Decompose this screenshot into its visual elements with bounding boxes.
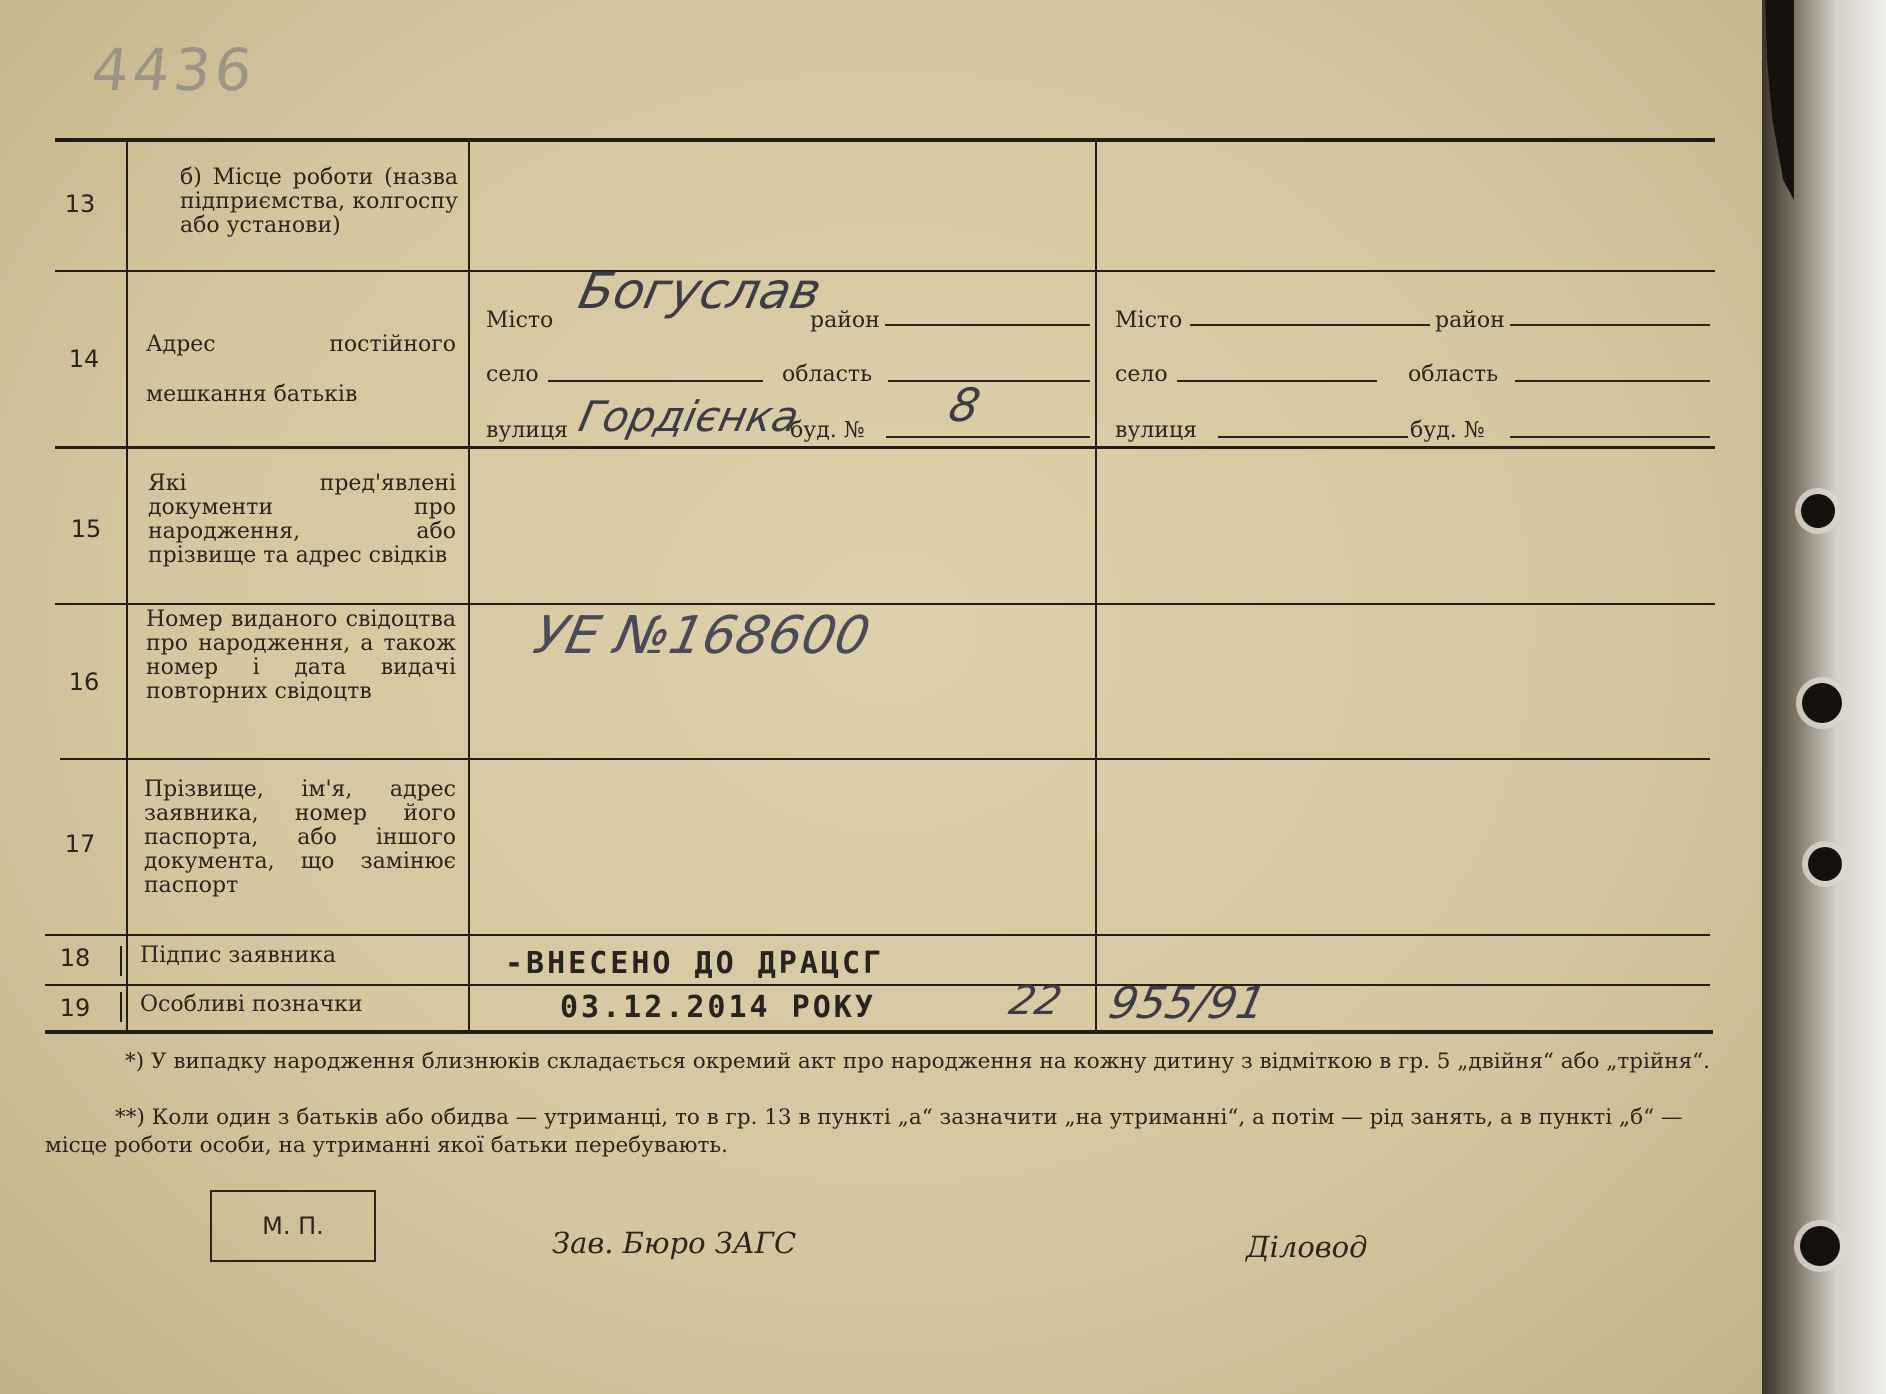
punch-hole xyxy=(1802,683,1842,723)
punch-hole xyxy=(1808,847,1842,881)
punch-hole xyxy=(1800,1226,1840,1266)
row-divider xyxy=(55,603,1715,605)
region-underline xyxy=(1515,380,1710,382)
handwritten-note: 22 xyxy=(1005,978,1066,1024)
address-house-label: буд. № xyxy=(1410,418,1485,443)
handwritten-street: Гордієнка xyxy=(574,392,804,441)
address-village-label: село xyxy=(486,362,539,387)
row-number: 14 xyxy=(68,345,100,373)
handwritten-house: 8 xyxy=(944,378,986,432)
column-divider xyxy=(468,140,470,1030)
row-number: 16 xyxy=(68,668,100,696)
region-underline xyxy=(888,380,1090,382)
handwritten-certificate-number: УЕ №168600 xyxy=(528,606,876,666)
row-label: Номер виданого свідоцтва про народження, а також номер і дата видачі повторних свідоцтв xyxy=(146,607,456,704)
row-divider xyxy=(55,270,1715,272)
district-underline xyxy=(885,324,1090,326)
row-divider xyxy=(60,758,1710,760)
row-number: 17 xyxy=(64,830,96,858)
address-street-label: вулиця xyxy=(1115,418,1197,443)
address-village-label: село xyxy=(1115,362,1168,387)
table-top-border xyxy=(55,138,1715,142)
column-divider xyxy=(1095,140,1097,1030)
signature-head-label: Зав. Бюро ЗАГС xyxy=(552,1226,797,1260)
row-label: б) Місце роботи (назва підприємства, колгоспу або установи) xyxy=(180,165,458,238)
registration-stamp-line1: -ВНЕСЕНО ДО ДРАЦСГ xyxy=(505,946,885,981)
house-underline xyxy=(886,436,1090,438)
address-district-label: район xyxy=(1435,308,1505,333)
address-street-label: вулиця xyxy=(486,418,568,443)
column-divider xyxy=(126,140,128,1030)
punch-hole xyxy=(1801,494,1835,528)
row-label: Прізвище, ім'я, адрес заявника, номер його паспорта, або іншого документа, що замінює паспорт xyxy=(144,777,456,898)
handwritten-city: Богуслав xyxy=(573,262,827,320)
row-label: Підпис заявника xyxy=(140,943,336,968)
row-divider xyxy=(55,446,1715,449)
row-number: 18 xyxy=(59,944,91,972)
table-bottom-border xyxy=(45,1030,1713,1034)
street-underline xyxy=(1218,436,1408,438)
row-label: Особливі позначки xyxy=(140,992,363,1017)
house-underline xyxy=(1510,436,1710,438)
footnote-dependents: **) Коли один з батьків або обидва — утриманці, то в гр. 13 в пункті „а“ зазначити „на утриманні“, а потім — рід занять, а в пункті „б“ — місце роботи особи, на утриманні якої батьки перебувають. xyxy=(45,1105,1683,1158)
cell-divider xyxy=(120,992,122,1022)
registration-stamp-line2: 03.12.2014 РОКУ xyxy=(560,990,876,1025)
row-label: Адрес постійного мешкання батьків xyxy=(146,332,456,407)
address-region-label: область xyxy=(1408,362,1499,387)
city-underline xyxy=(1190,324,1430,326)
village-underline xyxy=(548,380,763,382)
row-number: 15 xyxy=(70,515,102,543)
row-divider xyxy=(45,984,1710,986)
cell-divider xyxy=(120,946,122,976)
signature-clerk-label: Діловод xyxy=(1246,1230,1368,1264)
address-district-label: район xyxy=(810,308,880,333)
row-number: 13 xyxy=(64,190,96,218)
village-underline xyxy=(1177,380,1377,382)
handwritten-record-number: 955/91 xyxy=(1104,978,1271,1029)
address-city-label: Місто xyxy=(486,308,554,333)
footnote-twins: *) У випадку народження близнюків складається окремий акт про народження на кожну дитину з відміткою в гр. 5 „двійня“ або „трійня“. xyxy=(125,1049,1710,1074)
address-city-label: Місто xyxy=(1115,308,1183,333)
archive-number: 4436 xyxy=(88,36,260,104)
address-house-label: буд. № xyxy=(790,418,865,443)
row-divider xyxy=(45,934,1710,936)
address-region-label: область xyxy=(782,362,873,387)
row-label: Які пред'явлені документи про народження, або прізвище та адрес свідків xyxy=(148,471,456,568)
seal-place-box: М. П. xyxy=(210,1190,376,1262)
row-number: 19 xyxy=(59,994,91,1022)
district-underline xyxy=(1510,324,1710,326)
